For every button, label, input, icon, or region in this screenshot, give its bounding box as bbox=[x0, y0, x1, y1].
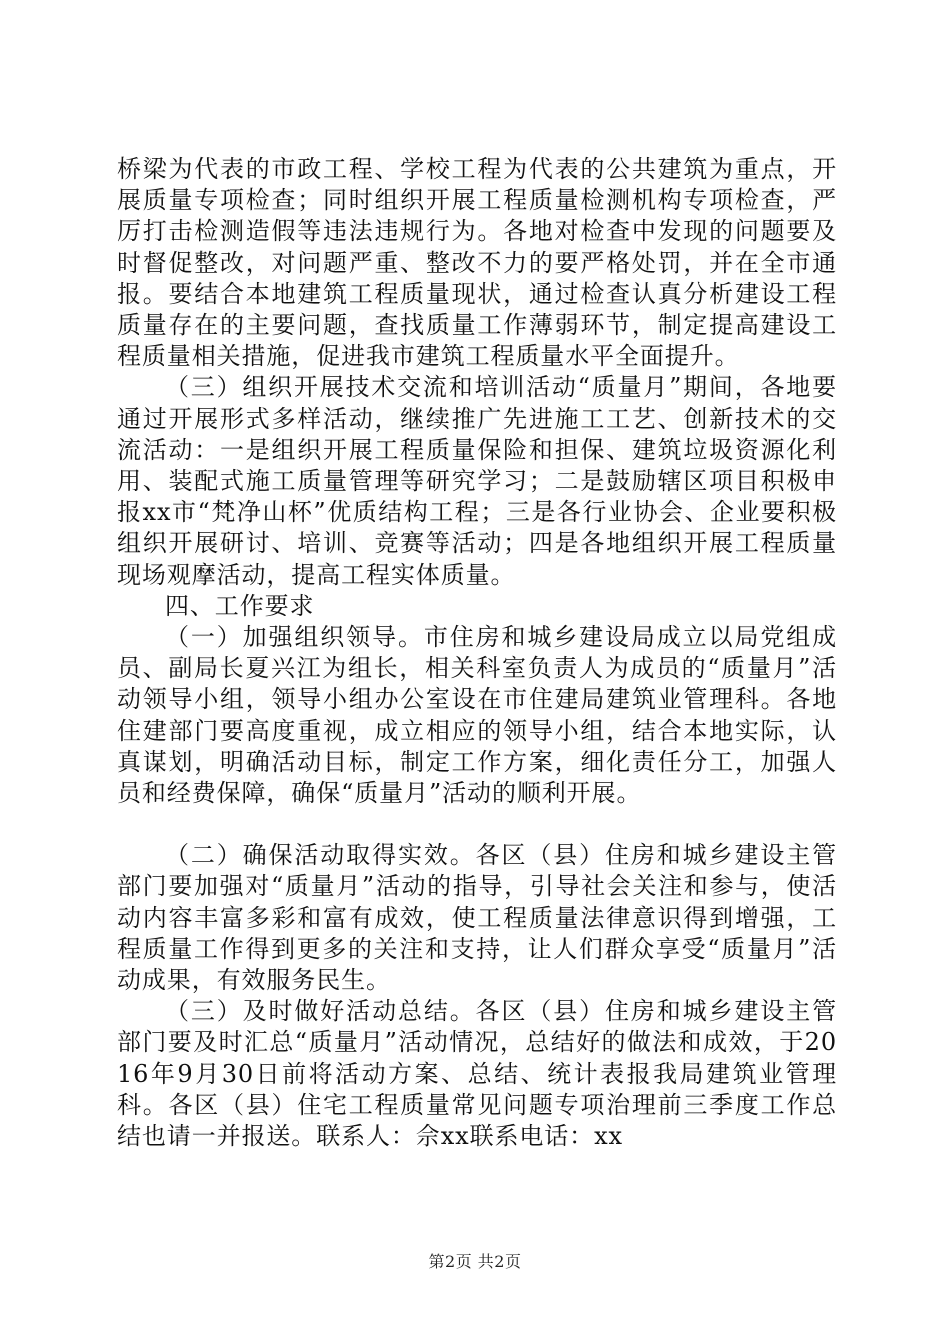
section-heading-work-requirements: 四、工作要求 bbox=[165, 591, 315, 620]
page-number-footer: 第2页 共2页 bbox=[428, 1252, 522, 1271]
paragraph-organization-leadership: （一）加强组织领导。市住房和城乡建设局成立以局党组成员、副局长夏兴江为组长，相关科室负责人为成员的“质量月”活动领导小组，领导小组办公室设在市住建局建筑业管理科。各地住建部门要高度重视，成立相应的领导小组，结合本地实际，认真谋划，明确活动目标，制定工作方案，细化责任分工，加强人员和经费保障，确保“质量月”活动的顺利开展。 bbox=[117, 623, 837, 808]
paragraph-ensure-effectiveness: （二）确保活动取得实效。各区（县）住房和城乡建设主管部门要加强对“质量月”活动的指导，引导社会关注和参与，使活动内容丰富多彩和富有成效，使工程质量法律意识得到增强，工程质量工作得到更多的关注和支持，让人们群众享受“质量月”活动成果，有效服务民生。 bbox=[117, 841, 837, 995]
paragraph-technical-exchange: （三）组织开展技术交流和培训活动“质量月”期间，各地要通过开展形式多样活动，继续推广先进施工工艺、创新技术的交流活动：一是组织开展工程质量保险和担保、建筑垃圾资源化利用、装配式施工质量管理等研究学习；二是鼓励辖区项目积极申报xx市“梵净山杯”优质结构工程；三是各行业协会、企业要积极组织开展研讨、培训、竞赛等活动；四是各地组织开展工程质量现场观摩活动，提高工程实体质量。 bbox=[117, 373, 837, 589]
paragraph-spacer bbox=[117, 809, 837, 840]
document-body bbox=[117, 154, 837, 1152]
paragraph-inspection-continuation: 桥梁为代表的市政工程、学校工程为代表的公共建筑为重点，开展质量专项检查；同时组织开展工程质量检测机构专项检查，严厉打击检测造假等违法违规行为。各地对检查中发现的问题要及时督促整改，对问题严重、整改不力的要严格处罚，并在全市通报。要结合本地建筑工程质量现状，通过检查认真分析建设工程质量存在的主要问题，查找质量工作薄弱环节，制定提高建设工程质量相关措施，促进我市建筑工程质量水平全面提升。 bbox=[117, 155, 837, 371]
paragraph-activity-summary: （三）及时做好活动总结。各区（县）住房和城乡建设主管部门要及时汇总“质量月”活动情况，总结好的做法和成效，于2016年9月30日前将活动方案、总结、统计表报我局建筑业管理科。各区（县）住宅工程质量常见问题专项治理前三季度工作总结也请一并报送。联系人：佘xx联系电话：xx bbox=[117, 997, 837, 1151]
